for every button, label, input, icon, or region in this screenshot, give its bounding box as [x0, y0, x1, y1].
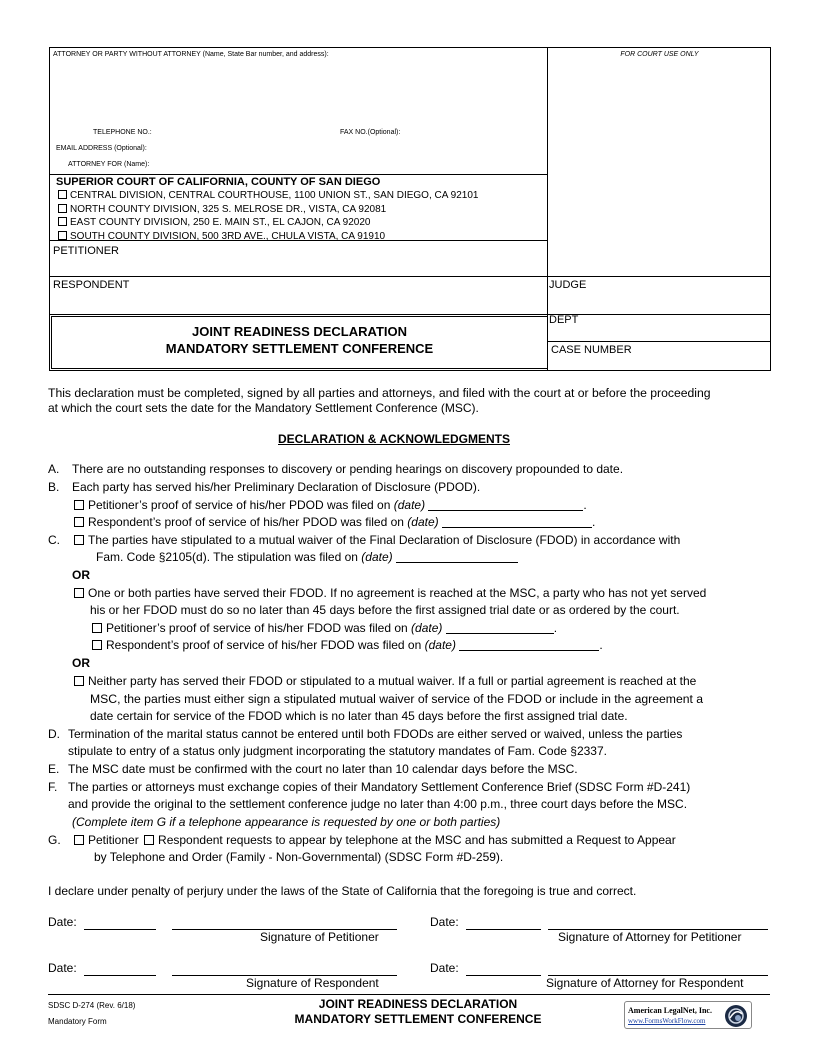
checkbox[interactable] [74, 535, 84, 545]
item-c7[interactable] [74, 674, 696, 688]
item-c2 [96, 550, 518, 564]
divider [49, 314, 771, 315]
item-f3: (Complete item G if a telephone appearance is requested by one or both parties) [72, 815, 501, 829]
item-letter: B. [48, 480, 60, 494]
division-north[interactable] [58, 203, 478, 217]
case-number-label: CASE NUMBER [551, 344, 632, 356]
checkbox[interactable] [58, 204, 67, 213]
item-letter: G. [48, 833, 61, 847]
division-south[interactable] [58, 230, 478, 244]
checkbox[interactable] [92, 640, 102, 650]
division-label: EAST COUNTY DIVISION, 250 E. MAIN ST., EL CAJON, CA 92020 [70, 217, 371, 228]
page-title [52, 323, 547, 357]
date-label: Date: [430, 961, 459, 975]
division-label: NORTH COUNTY DIVISION, 325 S. MELROSE DR., VISTA, CA 92081 [70, 203, 387, 215]
item-letter: C. [48, 533, 60, 547]
logo [624, 1001, 752, 1029]
divider [49, 276, 771, 277]
sig-att-respondent-label: Signature of Attorney for Respondent [546, 976, 744, 990]
date-field[interactable] [466, 975, 541, 976]
item-c6[interactable]: Respondent’s proof of service of his/her FDOD was filed on (date) . [92, 638, 603, 652]
item-letter: E. [48, 762, 60, 776]
item-letter: A. [48, 462, 60, 476]
item-e: The MSC date must be confirmed with the court no later than 10 calendar days before the MSC. [68, 762, 578, 776]
divider [51, 368, 547, 369]
email-label: EMAIL ADDRESS (Optional): [56, 145, 147, 152]
item-a: There are no outstanding responses to discovery or pending hearings on discovery propounded to date. [72, 462, 624, 476]
mandatory-form: Mandatory Form [48, 1017, 107, 1026]
date-label: Date: [48, 961, 77, 975]
checkbox[interactable] [58, 231, 67, 240]
item-c8: MSC, the parties must either sign a stipulated mutual waiver of service of the FDOD or include in the agreement a [90, 692, 704, 706]
declaration-statement: I declare under penalty of perjury under the laws of the State of California that the foregoing is true and correct. [48, 884, 637, 898]
item-d1: Termination of the marital status cannot be entered until both FDODs are either served or waived, unless the parties [68, 727, 683, 741]
date-hint: (date) [411, 621, 443, 635]
court-name: SUPERIOR COURT OF CALIFORNIA, COUNTY OF SAN DIEGO [56, 176, 381, 188]
date-field[interactable] [428, 500, 583, 511]
date-field[interactable] [459, 640, 599, 651]
item-text: The parties have stipulated to a mutual waiver of the Final Declaration of Disclosure (FDOD) in accordance with [88, 533, 681, 547]
item-letter: D. [48, 727, 60, 741]
date-field[interactable] [442, 517, 592, 528]
item-text: Petitioner’s proof of service of his/her FDOD was filed on [106, 621, 408, 635]
fax-label: FAX NO.(Optional): [340, 129, 401, 136]
title-line-1: JOINT READINESS DECLARATION [192, 324, 407, 339]
item-text: Respondent requests to appear by telephone at the MSC and has submitted a Request to Appear [158, 833, 676, 847]
item-text: Fam. Code §2105(d). The stipulation was filed on [96, 550, 358, 564]
checkbox[interactable] [74, 588, 84, 598]
petitioner-label: PETITIONER [53, 245, 120, 257]
checkbox[interactable] [74, 500, 84, 510]
divider [51, 316, 547, 317]
footer-title-line-1: JOINT READINESS DECLARATION [318, 997, 518, 1011]
item-text: Respondent’s proof of service of his/her FDOD was filed on [106, 638, 422, 652]
date-hint: (date) [361, 550, 393, 564]
checkbox[interactable] [74, 517, 84, 527]
division-central[interactable] [58, 189, 478, 203]
divider [49, 174, 547, 175]
divider [547, 47, 548, 371]
checkbox[interactable] [74, 676, 84, 686]
sig-respondent-label: Signature of Respondent [246, 976, 379, 990]
division-list [58, 189, 478, 243]
sig-att-petitioner-label: Signature of Attorney for Petitioner [558, 930, 742, 944]
judge-label: JUDGE [549, 279, 587, 291]
date-hint: (date) [393, 498, 426, 512]
telephone-label: TELEPHONE NO.: [93, 129, 152, 136]
court-use-label: FOR COURT USE ONLY [620, 51, 699, 58]
item-c3[interactable] [74, 586, 706, 600]
item-g2: by Telephone and Order (Family - Non-Governmental) (SDSC Form #D-259). [94, 850, 504, 864]
attorney-for-label: ATTORNEY FOR (Name): [68, 161, 150, 168]
date-label: Date: [48, 915, 77, 929]
item-c4: his or her FDOD must do so no later than 45 days before the first assigned trial date or as ordered by the court. [90, 603, 680, 617]
item-c5[interactable]: Petitioner’s proof of service of his/her FDOD was filed on (date) . [92, 621, 557, 635]
or-label: OR [72, 568, 90, 582]
logo-url: www.FormsWorkFlow.com [628, 1017, 706, 1025]
or-label: OR [72, 656, 90, 670]
intro-line-1: This declaration must be completed, signed by all parties and attorneys, and filed with the court at or before the proceeding [48, 386, 711, 400]
date-field[interactable] [466, 929, 541, 930]
section-title: DECLARATION & ACKNOWLEDGMENTS [278, 432, 510, 446]
division-east[interactable] [58, 216, 478, 230]
date-hint: (date) [424, 638, 456, 652]
globe-icon [724, 1004, 748, 1028]
item-d2: stipulate to entry of a status only judgment incorporating the statutory mandates of Fam. Code §2337. [68, 744, 607, 758]
item-text: One or both parties have served their FDOD. If no agreement is reached at the MSC, a party who has not yet served [88, 586, 707, 600]
item-text: Neither party has served their FDOD or stipulated to a mutual waiver. If a full or partial agreement is reached at the [88, 674, 697, 688]
item-text: Petitioner’s proof of service of his/her PDOD was filed on [88, 498, 391, 512]
checkbox[interactable] [58, 190, 67, 199]
footer-title-line-2: MANDATORY SETTLEMENT CONFERENCE [294, 1012, 542, 1026]
date-hint: (date) [407, 515, 439, 529]
checkbox[interactable] [58, 217, 67, 226]
dept-label: DEPT [549, 314, 579, 326]
item-b: Each party has served his/her Preliminary Declaration of Disclosure (PDOD). [72, 480, 481, 494]
respondent-label: RESPONDENT [53, 279, 130, 291]
checkbox[interactable] [92, 623, 102, 633]
division-label: SOUTH COUNTY DIVISION, 500 3RD AVE., CHULA VISTA, CA 91910 [70, 230, 386, 242]
item-text: Petitioner [88, 833, 139, 847]
intro-line-2: at which the court sets the date for the Mandatory Settlement Conference (MSC). [48, 401, 479, 415]
item-b1[interactable]: Petitioner’s proof of service of his/her PDOD was filed on (date) . [74, 498, 587, 512]
logo-text: American LegalNet, Inc. [628, 1006, 712, 1015]
form-number: SDSC D-274 (Rev. 6/18) [48, 1001, 136, 1010]
footer-title [260, 997, 576, 1027]
footer-rule [48, 994, 770, 995]
date-field[interactable] [84, 929, 156, 930]
item-f1: The parties or attorneys must exchange copies of their Mandatory Settlement Conference Brief (SDSC Form #D-241) [68, 780, 691, 794]
item-c1[interactable] [74, 533, 680, 547]
attorney-label: ATTORNEY OR PARTY WITHOUT ATTORNEY (Name, State Bar number, and address): [53, 51, 329, 58]
item-g1[interactable] [74, 833, 676, 847]
item-b2[interactable]: Respondent’s proof of service of his/her PDOD was filed on (date) . [74, 515, 595, 529]
checkbox[interactable] [74, 835, 84, 845]
date-label: Date: [430, 915, 459, 929]
item-f2: and provide the original to the settlement conference judge no later than 4:00 p.m., three court days before the MSC. [68, 797, 688, 811]
checkbox[interactable] [144, 835, 154, 845]
date-field[interactable] [84, 975, 156, 976]
date-field[interactable] [446, 623, 554, 634]
item-c9: date certain for service of the FDOD which is no later than 45 days before the first assigned trial date. [90, 709, 628, 723]
sig-petitioner-label: Signature of Petitioner [260, 930, 379, 944]
item-text: Respondent’s proof of service of his/her PDOD was filed on [88, 515, 404, 529]
date-field[interactable] [396, 552, 518, 563]
item-letter: F. [48, 780, 58, 794]
divider [547, 341, 771, 342]
division-label: CENTRAL DIVISION, CENTRAL COURTHOUSE, 1100 UNION ST., SAN DIEGO, CA 92101 [70, 190, 479, 201]
title-line-2: MANDATORY SETTLEMENT CONFERENCE [165, 341, 434, 356]
